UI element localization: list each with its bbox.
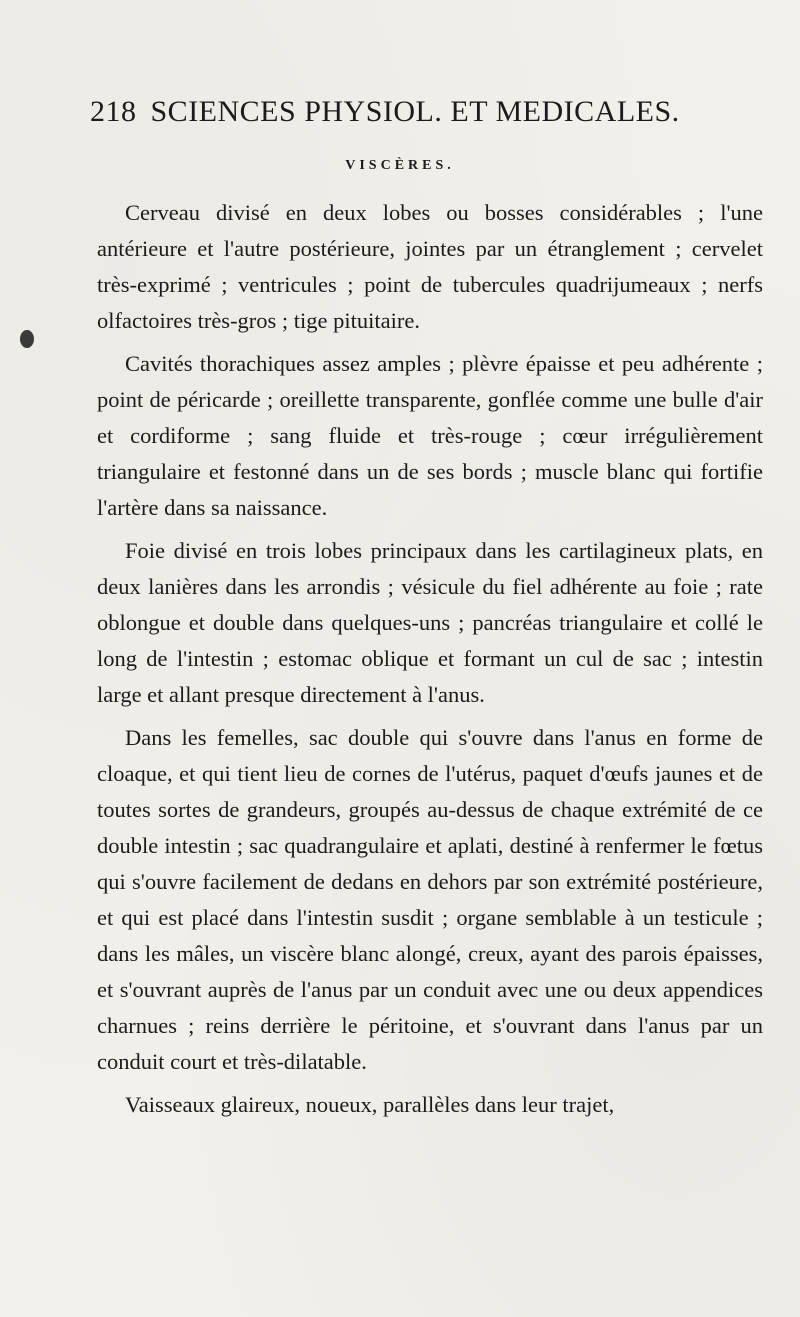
paragraph-thorax: Cavités thorachiques assez amples ; plèvre épaisse et peu adhérente ; point de péricarde ; oreillette transparente, gonflée comme une bulle d'air et cordiforme ; sang fluide et très-rouge ; cœur irrégulièrement triangulaire et festonné dans un de ses bords ; muscle blanc qui fortifie l'artère dans sa naissance. (97, 351, 763, 520)
body-text (97, 195, 763, 1130)
section-title: VISCÈRES. (345, 158, 455, 173)
paragraph-vessels: Vaisseaux glaireux, noueux, parallèles dans leur trajet, (125, 1092, 615, 1117)
page-number: 218 (90, 95, 137, 128)
paragraph-brain: Cerveau divisé en deux lobes ou bosses considérables ; l'une antérieure et l'autre postérieure, jointes par un étranglement ; cervelet très-exprimé ; ventricules ; point de tubercules quadrijumeaux ; nerfs olfactoires très-gros ; tige pituitaire. (97, 200, 763, 333)
paragraph-liver: Foie divisé en trois lobes principaux dans les cartilagineux plats, en deux lanières dans les arrondis ; vésicule du fiel adhérente au foie ; rate oblongue et double dans quelques-uns ; pancréas triangulaire et collé le long de l'intestin ; estomac oblique et formant un cul de sac ; intestin large et allant presque directement à l'anus. (97, 538, 763, 707)
ink-blot (20, 330, 34, 348)
running-title: SCIENCES PHYSIOL. ET MEDICALES. (150, 95, 680, 128)
running-header (90, 95, 730, 129)
paragraph-females: Dans les femelles, sac double qui s'ouvre dans l'anus en forme de cloaque, et qui tient lieu de cornes de l'utérus, paquet d'œufs jaunes et de toutes sortes de grandeurs, groupés au-dessus de chaque extrémité de ce double intestin ; sac quadrangulaire et aplati, destiné à renfermer le fœtus qui s'ouvre facilement de dedans en dehors par son extrémité postérieure, et qui est placé dans l'intestin susdit ; organe semblable à un testicule ; dans les mâles, un viscère blanc alongé, creux, ayant des parois épaisses, et s'ouvrant auprès de l'anus par un conduit avec une ou deux appendices charnues ; reins derrière le péritoine, et s'ouvrant dans l'anus par un conduit court et très-dilatable. (97, 725, 763, 1074)
